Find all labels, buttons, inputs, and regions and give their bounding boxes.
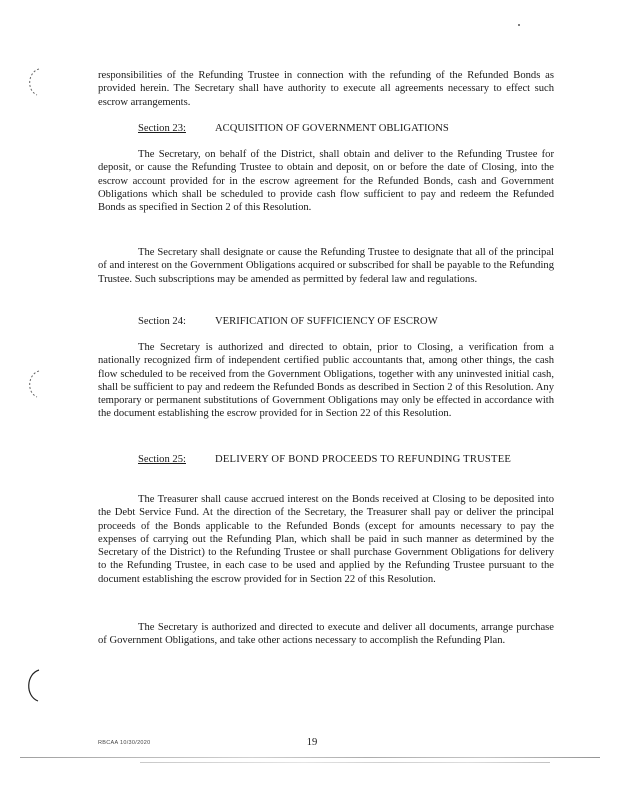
section-25-title: DELIVERY OF BOND PROCEEDS TO REFUNDING TRUSTEE: [215, 454, 512, 465]
section-23-paragraph-2: The Secretary shall designate or cause the Refunding Trustee to designate that all of the principal of and interest on the Government Obligations acquired or subscribed for shall be payable to the Refunding Trustee. Such subscriptions may be amended as permitted by federal law and regulations.: [98, 247, 554, 285]
section-25-paragraph-1: The Treasurer shall cause accrued interest on the Bonds received at Closing to be deposited into the Debt Service Fund. At the direction of the Secretary, the Treasurer shall pay or deliver the principal proceeds of the Bonds applicable to the Refunded Bonds (except for amounts necessary to pay the expenses of carrying out the Refunding Plan, which shall be paid in such manner as determined by the Secretary of the District) to the Refunding Trustee or shall purchase Government Obligations for delivery to the Refunding Trustee, in each case to be used and applied by the Refunding Trustee pursuant to the document establishing the escrow provided for in Section 22 of this Resolution.: [98, 494, 554, 585]
section-24-heading: [0, 315, 621, 329]
scan-speck: [518, 24, 520, 26]
scan-edge-line-faint: [140, 762, 550, 763]
section-25-label: Section 25:: [138, 454, 186, 465]
section-25-paragraph-2: The Secretary is authorized and directed to execute and deliver all documents, arrange purchase of Government Obligations, and take other actions necessary to accomplish the Refunding Plan.: [98, 622, 554, 647]
section-23-title: ACQUISITION OF GOVERNMENT OBLIGATIONS: [215, 123, 449, 134]
section-24-label: Section 24:: [138, 316, 186, 327]
page-number: 19: [306, 737, 318, 748]
punch-hole-mark-top: [22, 66, 44, 98]
section-23-heading: [0, 122, 621, 136]
section-24-paragraph-1: The Secretary is authorized and directed to obtain, prior to Closing, a verification from a nationally recognized firm of independent certified public accountants that, among other things, the cash flow scheduled to be received from the Government Obligations, together with any uninvested initial cash, shall be sufficient to pay and redeem the Refunded Bonds as described in Section 2 of this Resolution. Any temporary or permanent substitutions of Government Obligations may only be effected in accordance with the document establishing the escrow provided for in Section 22 of this Resolution.: [98, 342, 554, 420]
section-23-label: Section 23:: [138, 123, 186, 134]
footer-document-code: RBCAA 10/30/2020: [98, 740, 151, 746]
intro-paragraph: responsibilities of the Refunding Trustee in connection with the refunding of the Refunded Bonds as provided herein. The Secretary shall have authority to execute all agreements necessary to effect such escrow arrangements.: [98, 70, 554, 108]
section-23-paragraph-1: The Secretary, on behalf of the District, shall obtain and deliver to the Refunding Trustee for deposit, or cause the Refunding Trustee to obtain and deposit, on or before the date of Closing, into the escrow account provided for in the escrow agreement for the Refunded Bonds, cash and Government Obligations which shall be scheduled to provide cash flow sufficient to pay and redeem the Refunded Bonds as specified in Section 2 of this Resolution.: [98, 149, 554, 214]
section-24-title: VERIFICATION OF SUFFICIENCY OF ESCROW: [215, 316, 438, 327]
punch-hole-mark-bottom: [22, 668, 44, 704]
section-25-heading: [0, 453, 621, 481]
punch-hole-mark-middle: [22, 368, 44, 400]
scan-edge-line: [20, 757, 600, 758]
